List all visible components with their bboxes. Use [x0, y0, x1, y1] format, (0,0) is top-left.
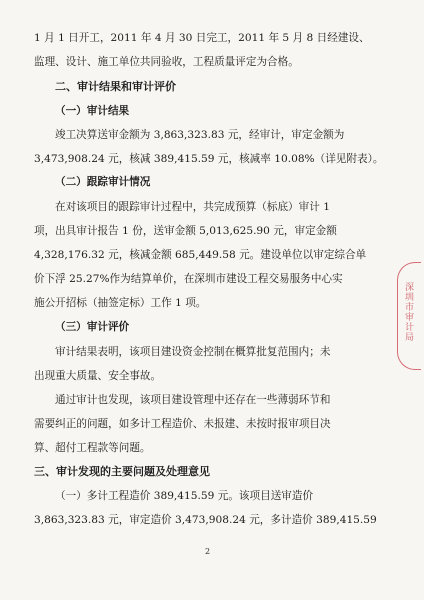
paragraph-line: 需要纠正的问题，如多计工程造价、未报建、未按时报审项目决 [34, 418, 331, 430]
paragraph-line: （一）多计工程造价 389,415.59 元。该项目送审造价 [55, 490, 314, 502]
paragraph-line: 价下浮 25.27%作为结算单价，在深圳市建设工程交易服务中心实 [34, 273, 343, 285]
section-heading: 三、审计发现的主要问题及处理意见 [34, 465, 210, 478]
paragraph-line: 算、超付工程款等问题。 [34, 442, 151, 454]
paragraph-line: 竣工决算送审金额为 3,863,323.83 元，经审计，审定金额为 [55, 129, 345, 141]
paragraph-line: 1 月 1 日开工，2011 年 4 月 30 日完工，2011 年 5 月 8 日经建设、 [34, 32, 370, 44]
paragraph-line: 在对该项目的跟踪审计过程中，共完成预算（标底）审计 1 [55, 201, 330, 213]
paragraph-line: 通过审计也发现，该项目建设管理中还存在一些薄弱环节和 [55, 394, 331, 406]
stamp-text: 深圳市审计局 [403, 282, 413, 342]
paragraph-line: 审计结果表明，该项目建设资金控制在概算批复范围内；未 [55, 346, 331, 358]
official-seal-stamp [393, 262, 423, 370]
paragraph-line: 出现重大质量、安全事故。 [34, 370, 162, 382]
subsection-heading: （二）跟踪审计情况 [55, 176, 151, 188]
paragraph-line: 监理、设计、施工单位共同验收，工程质量评定为合格。 [34, 56, 299, 68]
paragraph-line: 3,863,323.83 元，审定造价 3,473,908.24 元，多计造价 389,415.59 [34, 514, 377, 526]
paragraph-line: 施公开招标（抽签定标）工作 1 项。 [34, 297, 207, 309]
paragraph-line: 项，出具审计报告 1 份，送审金额 5,013,625.90 元，审定金额 [34, 225, 337, 237]
subsection-heading: （一）审计结果 [55, 105, 130, 117]
subsection-heading: （三）审计评价 [55, 321, 130, 333]
paragraph-line: 3,473,908.24 元，核减 389,415.59 元，核减率 10.08%（详见附表）。 [34, 153, 384, 165]
paragraph-line: 4,328,176.32 元，核减金额 685,449.58 元。建设单位以审定综合单 [34, 249, 367, 261]
page-number: 2 [205, 547, 211, 556]
section-heading: 二、审计结果和审计评价 [55, 80, 176, 93]
